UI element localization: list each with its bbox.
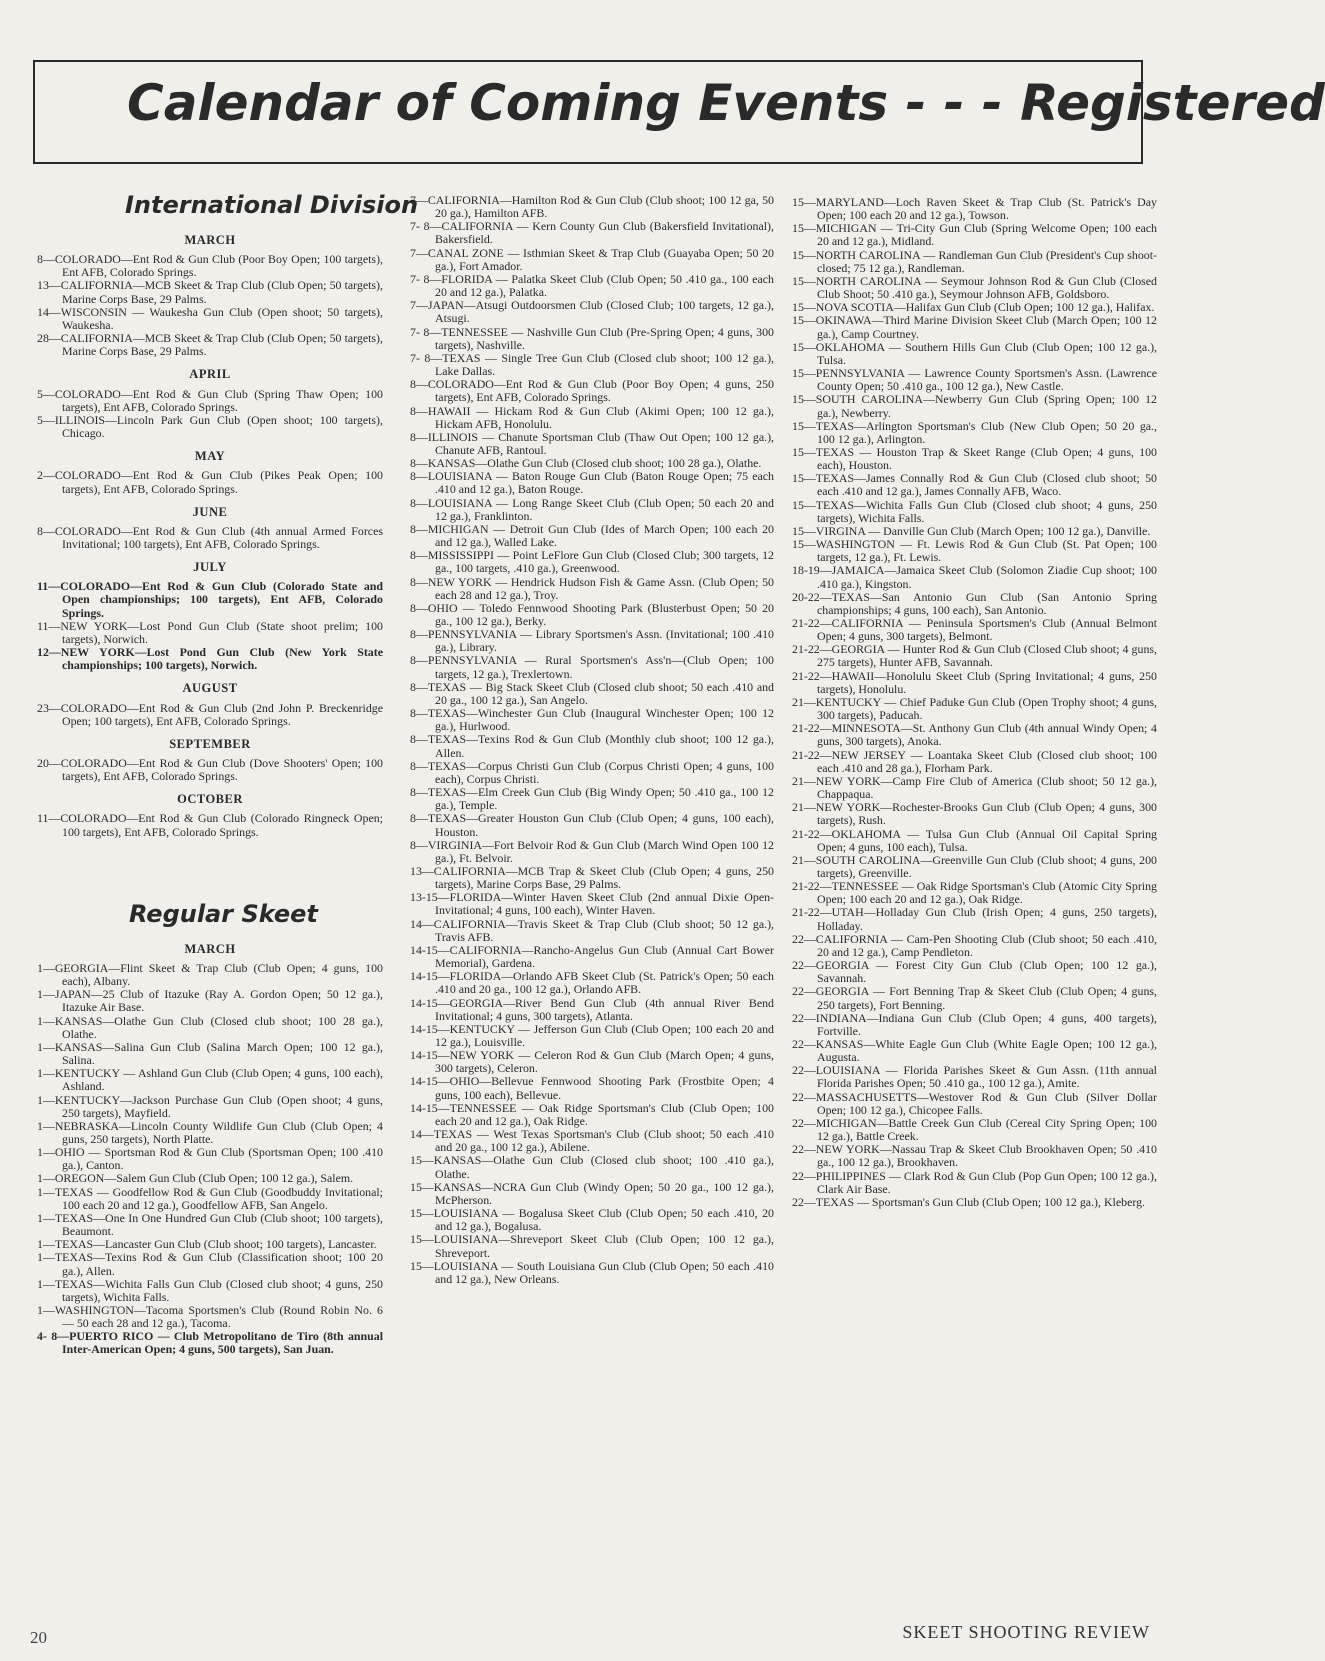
event-entry: 15—NOVA SCOTIA—Halifax Gun Club (Club Open; 100 12 ga.), Halifax. <box>792 300 1155 315</box>
event-entry: 8—VIRGINIA—Fort Belvoir Rod & Gun Club (March Wind Open 100 12 ga.), Ft. Belvoir. <box>410 837 774 865</box>
event-entry: 8—TEXAS—Corpus Christi Gun Club (Corpus Christi Open; 4 guns, 100 each), Corpus Christi. <box>410 758 774 786</box>
event-entry: 15—KANSAS—NCRA Gun Club (Windy Open; 50 20 ga., 100 12 ga.), McPherson. <box>410 1179 774 1207</box>
event-entry: 28—CALIFORNIA—MCB Skeet & Trap Club (Club Open; 50 targets), Marine Corps Base, 29 Palms. <box>37 331 383 359</box>
event-entry: 22—CALIFORNIA — Cam-Pen Shooting Club (Club shoot; 50 each .410, 20 and 12 ga.), Camp Pendleton. <box>792 931 1157 959</box>
event-entry: 13—CALIFORNIA—MCB Skeet & Trap Club (Club Open; 50 targets), Marine Corps Base, 29 Palms. <box>37 278 383 306</box>
event-entry: 14-15—CALIFORNIA—Rancho-Angelus Gun Club (Annual Cart Bower Memorial), Gardena. <box>410 942 774 971</box>
event-entry: 22—GEORGIA — Forest City Gun Club (Club Open; 100 12 ga.), Savannah. <box>792 958 1157 986</box>
event-entry: 8—OHIO — Toledo Fennwood Shooting Park (Blusterbust Open; 50 20 ga., 100 12 ga.), Berky. <box>410 600 774 628</box>
event-entry: 11—COLORADO—Ent Rod & Gun Club (Colorado Ringneck Open; 100 targets), Ent AFB, Colorado Springs. <box>37 811 383 839</box>
event-entry: 22—LOUISIANA — Florida Parishes Skeet & Gun Assn. (11th annual Florida Parishes Open; 50 .410 ga., 100 12 ga.), Amite. <box>792 1063 1157 1091</box>
regular-skeet-heading: Regular Skeet <box>129 899 318 928</box>
event-entry: 7- 8—CALIFORNIA — Kern County Gun Club (Bakersfield Invitational), Bakersfield. <box>410 219 774 247</box>
event-entry: 14-15—TENNESSEE — Oak Ridge Sportsman's Club (Club Open; 100 each 20 and 12 ga.), Oak Ridge. <box>410 1100 774 1128</box>
event-entry: 15—LOUISIANA — Bogalusa Skeet Club (Club Open; 50 each .410, 20 and 12 ga.), Bogalusa. <box>410 1206 774 1234</box>
event-entry: 13-15—FLORIDA—Winter Haven Skeet Club (2nd annual Dixie Open-Invitational; 4 guns, 100 each), Winter Haven. <box>410 890 774 918</box>
event-entry: 20-22—TEXAS—San Antonio Gun Club (San Antonio Spring championships; 4 guns, 100 each), San Antonio. <box>792 589 1157 617</box>
international-heading: International Division <box>125 191 419 219</box>
event-entry: 8—NEW YORK — Hendrick Hudson Fish & Game Assn. (Club Open; 50 each 28 and 12 ga.), Troy. <box>410 574 774 602</box>
event-entry: 13—CALIFORNIA—MCB Trap & Skeet Club (Club Open; 4 guns, 250 targets), Marine Corps Base, 29 Palms. <box>410 863 774 892</box>
event-entry: 15—MARYLAND—Loch Raven Skeet & Trap Club (St. Patrick's Day Open; 100 each 20 and 12 ga.), Towson. <box>792 195 1157 223</box>
event-entry: 7—CANAL ZONE — Isthmian Skeet & Trap Club (Guayaba Open; 50 20 ga.), Fort Amador. <box>410 245 774 273</box>
event-entry: 1—OHIO — Sportsman Rod & Gun Club (Sportsman Open; 100 .410 ga.), Canton. <box>37 1145 383 1173</box>
column-2 <box>410 194 774 1634</box>
event-entry: 8—MISSISSIPPI — Point LeFlore Gun Club (Closed Club; 300 targets, 12 ga., 100 targets, .410 ga.), Greenwood. <box>410 548 774 576</box>
event-entry: 4- 8—PUERTO RICO — Club Metropolitano de Tiro (8th annual Inter-American Open; 4 guns, 500 targets), San Juan. <box>37 1329 383 1357</box>
event-entry: 14—CALIFORNIA—Travis Skeet & Trap Club (Club shoot; 50 12 ga.), Travis AFB. <box>410 916 774 944</box>
event-entry: 22—INDIANA—Indiana Gun Club (Club Open; 4 guns, 400 targets), Fortville. <box>792 1010 1157 1038</box>
event-entry: 8—COLORADO—Ent Rod & Gun Club (4th annual Armed Forces Invitational; 100 targets), Ent AFB, Colorado Springs. <box>37 523 383 551</box>
event-entry: 21-22—HAWAII—Honolulu Skeet Club (Spring Invitational; 4 guns, 250 targets), Honolulu. <box>792 668 1157 696</box>
event-entry: 8—LOUISIANA — Long Range Skeet Club (Club Open; 50 each 20 and 12 ga.), Franklinton. <box>410 495 774 523</box>
event-entry: 15—NORTH CAROLINA — Seymour Johnson Rod & Gun Club (Closed Club Shoot; 50 .410 ga.), Seymour Johnson AFB, Goldsboro. <box>792 273 1157 302</box>
event-entry: 14-15—FLORIDA—Orlando AFB Skeet Club (St. Patrick's Open; 50 each .410 and 20 ga., 100 12 ga.), Orlando AFB. <box>410 969 774 997</box>
event-entry: 8—PENNSYLVANIA — Library Sportsmen's Assn. (Invitational; 100 .410 ga.), Library. <box>410 627 774 655</box>
event-entry: 1—KENTUCKY—Jackson Purchase Gun Club (Open shoot; 4 guns, 250 targets), Mayfield. <box>37 1092 383 1120</box>
event-entry: 22—KANSAS—White Eagle Gun Club (White Eagle Open; 100 12 ga.), Augusta. <box>792 1037 1157 1065</box>
event-entry: 15—WASHINGTON — Ft. Lewis Rod & Gun Club (St. Pat Open; 100 targets, 12 ga.), Ft. Lewis. <box>792 537 1157 565</box>
event-entry: 7—CALIFORNIA—Hamilton Rod & Gun Club (Club shoot; 100 12 ga, 50 20 ga.), Hamilton AFB. <box>410 193 774 221</box>
event-entry: 21-22—UTAH—Holladay Gun Club (Irish Open; 4 guns, 250 targets), Holladay. <box>792 905 1157 933</box>
event-entry: 1—NEBRASKA—Lincoln County Wildlife Gun Club (Club Open; 4 guns, 250 targets), North Platte. <box>37 1118 383 1146</box>
event-entry: 21-22—TENNESSEE — Oak Ridge Sportsman's Club (Atomic City Spring Open; 100 each 20 and 12 ga.), Oak Ridge. <box>792 879 1157 907</box>
event-entry: 7- 8—TEXAS — Single Tree Gun Club (Closed club shoot; 100 12 ga.), Lake Dallas. <box>410 350 774 379</box>
event-entry: 22—MICHIGAN—Battle Creek Gun Club (Cereal City Spring Open; 100 12 ga.), Battle Creek. <box>792 1115 1157 1144</box>
event-entry: 22—NEW YORK—Nassau Trap & Skeet Club Brookhaven Open; 50 .410 ga., 100 12 ga.), Brookhaven. <box>792 1142 1157 1170</box>
month-heading: MARCH <box>184 233 236 247</box>
event-entry: 1—TEXAS—Lancaster Gun Club (Club shoot; 100 targets), Lancaster. <box>37 1237 377 1252</box>
event-entry: 8—TEXAS—Greater Houston Gun Club (Club Open; 4 guns, 100 each), Houston. <box>410 811 774 839</box>
event-entry: 22—GEORGIA — Fort Benning Trap & Skeet Club (Club Open; 4 guns, 250 targets), Fort Benning. <box>792 984 1157 1012</box>
month-heading: OCTOBER <box>177 792 243 807</box>
event-entry: 1—TEXAS—Texins Rod & Gun Club (Classification shoot; 100 20 ga.), Allen. <box>37 1250 383 1278</box>
month-heading: APRIL <box>189 367 231 382</box>
regular-events-col2 <box>410 194 774 1286</box>
event-entry: 15—LOUISIANA — South Louisiana Gun Club (Club Open; 50 each .410 and 12 ga.), New Orleans. <box>410 1258 774 1286</box>
event-entry: 15—KANSAS—Olathe Gun Club (Closed club shoot; 100 .410 ga.), Olathe. <box>410 1153 774 1181</box>
event-entry: 15—OKLAHOMA — Southern Hills Gun Club (Club Open; 100 12 ga.), Tulsa. <box>792 339 1157 367</box>
event-entry: 23—COLORADO—Ent Rod & Gun Club (2nd John P. Breckenridge Open; 100 targets), Ent AFB, Colorado Springs. <box>37 700 383 728</box>
event-entry: 8—MICHIGAN — Detroit Gun Club (Ides of March Open; 100 each 20 and 12 ga.), Walled Lake. <box>410 521 774 550</box>
event-entry: 8—TEXAS — Big Stack Skeet Club (Closed club shoot; 50 each .410 and 20 ga., 100 12 ga.), San Angelo. <box>410 679 774 707</box>
page-title: Calendar of Coming Events - - - Registered <box>127 74 1325 132</box>
event-entry: 15—NORTH CAROLINA — Randleman Gun Club (President's Cup shoot-closed; 75 12 ga.), Randleman. <box>792 247 1157 275</box>
month-heading: JUNE <box>192 504 228 519</box>
event-entry: 7- 8—TENNESSEE — Nashville Gun Club (Pre-Spring Open; 4 guns, 300 targets), Nashville. <box>410 324 774 352</box>
event-entry: 8—TEXAS—Elm Creek Gun Club (Big Windy Open; 50 .410 ga., 100 12 ga.), Temple. <box>410 785 774 813</box>
event-entry: 7—JAPAN—Atsugi Outdoorsmen Club (Closed Club; 100 targets, 12 ga.), Atsugi. <box>410 298 774 326</box>
event-entry: 22—MASSACHUSETTS—Westover Rod & Gun Club (Silver Dollar Open; 100 12 ga.), Chicopee Falls. <box>792 1089 1157 1117</box>
event-entry: 1—KANSAS—Olathe Gun Club (Closed club shoot; 100 28 ga.), Olathe. <box>37 1013 383 1041</box>
event-entry: 21-22—CALIFORNIA — Peninsula Sportsmen's Club (Annual Belmont Open; 4 guns, 300 targets), Belmont. <box>792 616 1157 644</box>
event-entry: 8—TEXAS—Winchester Gun Club (Inaugural Winchester Open; 100 12 ga.), Hurlwood. <box>410 706 774 734</box>
event-entry: 21-22—GEORGIA — Hunter Rod & Gun Club (Closed Club shoot; 4 guns, 275 targets), Hunter AFB, Savannah. <box>792 642 1157 670</box>
event-entry: 8—KANSAS—Olathe Gun Club (Closed club shoot; 100 28 ga.), Olathe. <box>410 456 762 471</box>
event-entry: 15—TEXAS — Houston Trap & Skeet Range (Club Open; 4 guns, 100 each), Houston. <box>792 444 1157 473</box>
event-entry: 15—MICHIGAN — Tri-City Gun Club (Spring Welcome Open; 100 each 20 and 12 ga.), Midland. <box>792 221 1157 249</box>
event-entry: 15—TEXAS—Arlington Sportsman's Club (New Club Open; 50 20 ga., 100 12 ga.), Arlington. <box>792 418 1157 446</box>
event-entry: 5—ILLINOIS—Lincoln Park Gun Club (Open shoot; 100 targets), Chicago. <box>37 412 383 441</box>
event-entry: 8—PENNSYLVANIA — Rural Sportsmen's Ass'n—(Club Open; 100 targets, 12 ga.), Trexlertown. <box>410 653 774 681</box>
column-3 <box>792 196 1157 1616</box>
event-entry: 1—TEXAS—Wichita Falls Gun Club (Closed club shoot; 4 guns, 250 targets), Wichita Falls. <box>37 1276 383 1304</box>
event-entry: 1—WASHINGTON—Tacoma Sportsmen's Club (Round Robin No. 6 — 50 each 28 and 12 ga.), Tacoma. <box>37 1303 383 1331</box>
event-entry: 14—TEXAS — West Texas Sportsman's Club (Club shoot; 50 each .410 and 20 ga., 100 12 ga.), Abilene. <box>410 1127 774 1155</box>
event-entry: 21—NEW YORK—Camp Fire Club of America (Club shoot; 50 12 ga.), Chappaqua. <box>792 773 1157 802</box>
regular-month-heading: MARCH <box>184 941 236 956</box>
event-entry: 1—OREGON—Salem Gun Club (Club Open; 100 12 ga.), Salem. <box>37 1171 354 1186</box>
event-entry: 15—SOUTH CAROLINA—Newberry Gun Club (Spring Open; 100 12 ga.), Newberry. <box>792 392 1157 420</box>
event-entry: 20—COLORADO—Ent Rod & Gun Club (Dove Shooters' Open; 100 targets), Ent AFB, Colorado Springs. <box>37 756 383 784</box>
event-entry: 8—LOUISIANA — Baton Rouge Gun Club (Baton Rouge Open; 75 each .410 and 12 ga.), Baton Rouge. <box>410 469 774 497</box>
event-entry: 14-15—GEORGIA—River Bend Gun Club (4th annual River Bend Invitational; 4 guns, 300 targets), Atlanta. <box>410 995 774 1023</box>
event-entry: 1—KANSAS—Salina Gun Club (Salina March Open; 100 12 ga.), Salina. <box>37 1039 383 1068</box>
event-entry: 14—WISCONSIN — Waukesha Gun Club (Open shoot; 50 targets), Waukesha. <box>37 304 383 332</box>
magazine-name: SKEET SHOOTING REVIEW <box>902 1622 1150 1642</box>
event-entry: 15—LOUISIANA—Shreveport Skeet Club (Club Open; 100 12 ga.), Shreveport. <box>410 1232 774 1260</box>
event-entry: 21—KENTUCKY — Chief Paduke Gun Club (Open Trophy shoot; 4 guns, 300 targets), Paducah. <box>792 694 1157 723</box>
event-entry: 21-22—OKLAHOMA — Tulsa Gun Club (Annual Oil Capital Spring Open; 4 guns, 100 each), Tulsa. <box>792 826 1157 854</box>
event-entry: 2—COLORADO—Ent Rod & Gun Club (Pikes Peak Open; 100 targets), Ent AFB, Colorado Springs. <box>37 468 383 496</box>
event-entry: 15—TEXAS—James Connally Rod & Gun Club (Closed club shoot; 50 each .410 and 12 ga.), James Connally AFB, Waco. <box>792 471 1157 499</box>
page-number: 20 <box>30 1628 47 1647</box>
event-entry: 1—TEXAS — Goodfellow Rod & Gun Club (Goodbuddy Invitational; 100 each 20 and 12 ga.), Goodfellow AFB, San Angelo. <box>37 1184 383 1212</box>
month-heading: JULY <box>193 560 227 575</box>
event-entry: 1—JAPAN—25 Club of Itazuke (Ray A. Gordon Open; 50 12 ga.), Itazuke Air Base. <box>37 987 383 1015</box>
event-entry: 5—COLORADO—Ent Rod & Gun Club (Spring Thaw Open; 100 targets), Ent AFB, Colorado Springs. <box>37 386 383 414</box>
event-entry: 21-22—MINNESOTA—St. Anthony Gun Club (4th annual Windy Open; 4 guns, 300 targets), Anoka. <box>792 721 1157 749</box>
event-entry: 1—TEXAS—One In One Hundred Gun Club (Club shoot; 100 targets), Beaumont. <box>37 1210 383 1239</box>
international-months <box>37 234 383 839</box>
event-entry: 8—HAWAII — Hickam Rod & Gun Club (Akimi Open; 100 12 ga.), Hickam AFB, Honolulu. <box>410 403 774 431</box>
regular-events-col3 <box>792 196 1157 1209</box>
event-entry: 22—TEXAS — Sportsman's Gun Club (Club Open; 100 12 ga.), Kleberg. <box>792 1194 1146 1209</box>
event-entry: 8—ILLINOIS — Chanute Sportsman Club (Thaw Out Open; 100 12 ga.), Chanute AFB, Rantoul. <box>410 429 774 457</box>
event-entry: 8—COLORADO—Ent Rod & Gun Club (Poor Boy Open; 100 targets), Ent AFB, Colorado Springs. <box>37 252 383 280</box>
event-entry: 11—COLORADO—Ent Rod & Gun Club (Colorado State and Open championships; 100 targets), Ent AFB, Colorado Springs. <box>37 579 383 620</box>
event-entry: 18-19—JAMAICA—Jamaica Skeet Club (Solomon Ziadie Cup shoot; 100 .410 ga.), Kingston. <box>792 563 1157 591</box>
event-entry: 14-15—KENTUCKY — Jefferson Gun Club (Club Open; 100 each 20 and 12 ga.), Louisville. <box>410 1021 774 1049</box>
event-entry: 1—KENTUCKY — Ashland Gun Club (Club Open; 4 guns, 100 each), Ashland. <box>37 1066 383 1094</box>
event-entry: 15—VIRGINA — Danville Gun Club (March Open; 100 12 ga.), Danville. <box>792 523 1151 538</box>
event-entry: 21-22—NEW JERSEY — Loantaka Skeet Club (Closed club shoot; 100 each .410 and 28 ga.), Florham Park. <box>792 747 1157 775</box>
event-entry: 8—TEXAS—Texins Rod & Gun Club (Monthly club shoot; 100 12 ga.), Allen. <box>410 732 774 760</box>
event-entry: 15—PENNSYLVANIA — Lawrence County Sportsmen's Assn. (Lawrence County Open; 50 .410 ga., 100 12 ga.), New Castle. <box>792 366 1157 394</box>
event-entry: 21—NEW YORK—Rochester-Brooks Gun Club (Club Open; 4 guns, 300 targets), Rush. <box>792 800 1157 828</box>
event-entry: 11—NEW YORK—Lost Pond Gun Club (State shoot prelim; 100 targets), Norwich. <box>37 618 383 646</box>
event-entry: 14-15—NEW YORK — Celeron Rod & Gun Club (March Open; 4 guns, 300 targets), Celeron. <box>410 1048 774 1076</box>
regular-events-col1 <box>37 962 383 1357</box>
event-entry: 12—NEW YORK—Lost Pond Gun Club (New York State championships; 100 targets), Norwich. <box>37 645 383 673</box>
event-entry: 7- 8—FLORIDA — Palatka Skeet Club (Club Open; 50 .410 ga., 100 each 20 and 12 ga.), Palatka. <box>410 271 774 300</box>
event-entry: 21—SOUTH CAROLINA—Greenville Gun Club (Club shoot; 4 guns, 200 targets), Greenville. <box>792 852 1157 880</box>
month-heading: SEPTEMBER <box>169 736 251 751</box>
event-entry: 8—COLORADO—Ent Rod & Gun Club (Poor Boy Open; 4 guns, 250 targets), Ent AFB, Colorado Springs. <box>410 377 774 405</box>
month-heading: AUGUST <box>182 681 238 696</box>
title-box <box>33 60 1325 164</box>
month-heading: MAY <box>194 449 226 464</box>
event-entry: 15—TEXAS—Wichita Falls Gun Club (Closed club shoot; 4 guns, 250 targets), Wichita Falls. <box>792 497 1157 525</box>
event-entry: 1—GEORGIA—Flint Skeet & Trap Club (Club Open; 4 guns, 100 each), Albany. <box>37 960 383 989</box>
event-entry: 22—PHILIPPINES — Clark Rod & Gun Club (Pop Gun Open; 100 12 ga.), Clark Air Base. <box>792 1168 1157 1196</box>
event-entry: 15—OKINAWA—Third Marine Division Skeet Club (March Open; 100 12 ga.), Camp Courtney. <box>792 313 1157 341</box>
event-entry: 14-15—OHIO—Bellevue Fennwood Shooting Park (Frostbite Open; 4 guns, 100 each), Bellevue. <box>410 1074 774 1102</box>
column-1 <box>37 191 419 1642</box>
